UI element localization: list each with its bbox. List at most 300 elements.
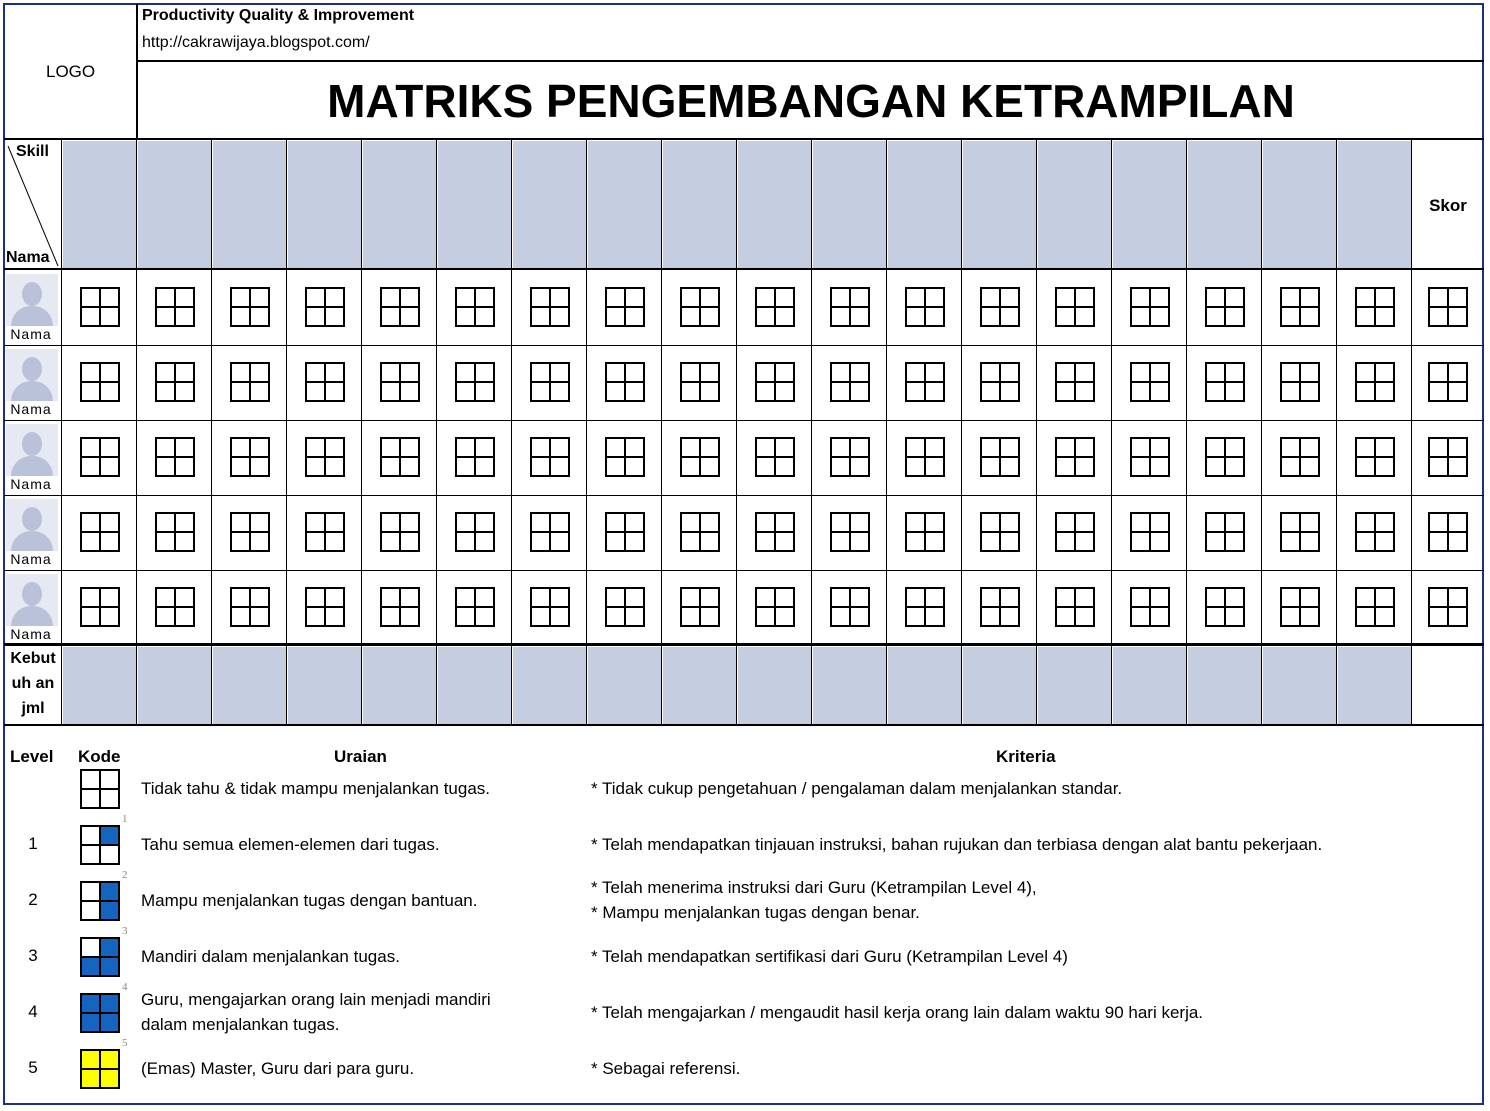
skill-level-box[interactable] (305, 287, 345, 327)
skill-level-box[interactable] (230, 587, 270, 627)
skill-level-box[interactable] (230, 512, 270, 552)
box-horizontal-divider (1282, 381, 1318, 383)
skill-header-cell[interactable] (363, 141, 437, 268)
box-horizontal-divider (907, 531, 943, 533)
person-head (22, 582, 42, 606)
skill-level-box[interactable] (1055, 287, 1095, 327)
skill-column-divider (1186, 140, 1187, 725)
skill-level-box[interactable] (1130, 587, 1170, 627)
skill-level-box[interactable] (530, 287, 570, 327)
skill-header-cell[interactable] (1188, 141, 1262, 268)
box-horizontal-divider (1207, 606, 1243, 608)
skill-level-box[interactable] (1355, 287, 1395, 327)
skill-level-box[interactable] (605, 512, 645, 552)
score-level-box[interactable] (1428, 287, 1468, 327)
skill-header-cell[interactable] (1263, 141, 1337, 268)
skill-level-box[interactable] (530, 362, 570, 402)
box-horizontal-divider (1357, 606, 1393, 608)
skill-level-box[interactable] (530, 437, 570, 477)
skill-level-box[interactable] (230, 362, 270, 402)
box-horizontal-divider (232, 381, 268, 383)
person-head (22, 432, 42, 456)
skill-level-box[interactable] (155, 287, 195, 327)
level-description: (Emas) Master, Guru dari para guru. (141, 1059, 415, 1078)
level-criteria: * Sebagai referensi. (591, 1059, 741, 1078)
box-horizontal-divider (757, 381, 793, 383)
skill-level-box[interactable] (680, 362, 720, 402)
skill-column-divider (586, 140, 587, 725)
skill-level-box[interactable] (1205, 437, 1245, 477)
box-horizontal-divider (757, 306, 793, 308)
level-tag: 3 (122, 925, 128, 937)
skill-level-box[interactable] (755, 512, 795, 552)
box-horizontal-divider (1357, 306, 1393, 308)
score-level-box[interactable] (1428, 362, 1468, 402)
skill-level-box[interactable] (1280, 287, 1320, 327)
company-name: Productivity Quality & Improvement (142, 7, 415, 24)
person-head (22, 357, 42, 381)
level-criteria: * Telah mengajarkan / mengaudit hasil kerja orang lain dalam waktu 90 hari kerja. (591, 1003, 1204, 1022)
box-horizontal-divider (1430, 381, 1466, 383)
box-horizontal-divider (1057, 531, 1093, 533)
box-horizontal-divider (757, 531, 793, 533)
need-total-cell[interactable] (288, 647, 362, 724)
skill-level-box[interactable] (1280, 437, 1320, 477)
need-label-line-2: uh an (11, 675, 55, 692)
company-url[interactable]: http://cakrawijaya.blogspot.com/ (142, 34, 370, 51)
box-horizontal-divider (157, 456, 193, 458)
skill-level-box[interactable] (1130, 437, 1170, 477)
level-code-box (80, 937, 120, 977)
skill-level-box[interactable] (80, 512, 120, 552)
skill-level-box[interactable] (230, 437, 270, 477)
skill-level-box[interactable] (305, 512, 345, 552)
skill-header-cell[interactable] (888, 141, 962, 268)
person-head (22, 507, 42, 531)
skill-level-box[interactable] (1055, 587, 1095, 627)
skill-level-box[interactable] (680, 512, 720, 552)
skill-level-box[interactable] (1355, 437, 1395, 477)
skill-level-box[interactable] (305, 362, 345, 402)
level-description: Mandiri dalam menjalankan tugas. (141, 947, 400, 966)
box-horizontal-divider (1057, 306, 1093, 308)
skill-level-box[interactable] (1055, 512, 1095, 552)
need-total-cell[interactable] (888, 647, 962, 724)
box-horizontal-divider (232, 531, 268, 533)
skill-level-box[interactable] (1280, 587, 1320, 627)
skill-level-box[interactable] (155, 437, 195, 477)
need-total-cell[interactable] (813, 647, 887, 724)
skill-header-cell[interactable] (738, 141, 812, 268)
need-total-cell[interactable] (438, 647, 512, 724)
box-horizontal-divider (907, 381, 943, 383)
box-horizontal-divider (907, 456, 943, 458)
filled-quadrant (100, 995, 118, 1013)
need-total-cell[interactable] (363, 647, 437, 724)
skill-column-divider (1036, 140, 1037, 725)
need-label-line-1: Kebut (10, 650, 56, 667)
need-total-cell[interactable] (738, 647, 812, 724)
box-horizontal-divider (682, 531, 718, 533)
skill-column-divider (286, 140, 287, 725)
person-head (22, 282, 42, 306)
person-body (11, 456, 53, 476)
level-description: Tidak tahu & tidak mampu menjalankan tugas. (141, 779, 491, 798)
row-name[interactable]: Nama (10, 551, 52, 567)
skill-level-box[interactable] (380, 512, 420, 552)
filled-quadrant (100, 1013, 118, 1031)
box-horizontal-divider (832, 606, 868, 608)
skill-level-box[interactable] (605, 587, 645, 627)
need-total-cell[interactable] (1338, 647, 1412, 724)
box-horizontal-divider (832, 306, 868, 308)
box-horizontal-divider (1430, 306, 1466, 308)
box-horizontal-divider (607, 456, 643, 458)
filled-quadrant (100, 939, 118, 957)
skill-level-box[interactable] (680, 587, 720, 627)
box-horizontal-divider (1430, 456, 1466, 458)
legend-code-header: Kode (78, 747, 121, 766)
skill-level-box[interactable] (830, 362, 870, 402)
skill-level-box[interactable] (755, 437, 795, 477)
person-body (11, 306, 53, 326)
skill-column-divider (886, 140, 887, 725)
row-name[interactable]: Nama (10, 326, 52, 342)
skill-column-divider (1111, 140, 1112, 725)
logo-placeholder: LOGO (46, 62, 96, 81)
skill-header-cell[interactable] (438, 141, 512, 268)
skill-level-box[interactable] (305, 437, 345, 477)
score-level-box[interactable] (1428, 437, 1468, 477)
box-horizontal-divider (457, 306, 493, 308)
skill-column-divider (1336, 140, 1337, 725)
box-horizontal-divider (1207, 456, 1243, 458)
skill-axis-label: Skill (16, 143, 49, 160)
filled-quadrant (82, 1051, 100, 1069)
level-criteria: * Tidak cukup pengetahuan / pengalaman dalam menjalankan standar. (591, 779, 1123, 798)
skill-header-cell[interactable] (138, 141, 212, 268)
need-total-cell[interactable] (663, 647, 737, 724)
skill-level-box[interactable] (755, 362, 795, 402)
filled-quadrant (100, 1069, 118, 1087)
skill-level-box[interactable] (80, 587, 120, 627)
level-tag: 4 (122, 981, 128, 993)
skill-level-box[interactable] (1355, 512, 1395, 552)
person-body (11, 531, 53, 551)
level-number: 4 (28, 1002, 38, 1021)
person-placeholder-icon (6, 499, 58, 551)
level-tag: 2 (122, 869, 128, 881)
box-horizontal-divider (82, 956, 118, 958)
box-horizontal-divider (532, 456, 568, 458)
filled-quadrant (82, 1069, 100, 1087)
level-criteria: * Telah mendapatkan tinjauan instruksi, bahan rujukan dan terbiasa dengan alat bantu pekerjaan. (591, 835, 1323, 854)
legend-criteria-header: Kriteria (996, 747, 1056, 766)
skill-level-box[interactable] (1355, 587, 1395, 627)
skill-level-box[interactable] (155, 362, 195, 402)
level-description: Guru, mengajarkan orang lain menjadi mandiri (141, 990, 491, 1009)
box-horizontal-divider (1057, 606, 1093, 608)
box-horizontal-divider (832, 456, 868, 458)
header-bottom-border (4, 138, 1484, 140)
skill-level-box[interactable] (80, 437, 120, 477)
skill-level-box[interactable] (605, 287, 645, 327)
box-horizontal-divider (457, 531, 493, 533)
skill-level-box[interactable] (1055, 362, 1095, 402)
skill-header-cell[interactable] (1113, 141, 1187, 268)
skill-level-box[interactable] (830, 437, 870, 477)
skill-level-box[interactable] (830, 512, 870, 552)
skill-level-box[interactable] (1280, 512, 1320, 552)
skill-level-box[interactable] (605, 437, 645, 477)
skill-header-cell[interactable] (663, 141, 737, 268)
box-horizontal-divider (1132, 606, 1168, 608)
skill-level-box[interactable] (1205, 512, 1245, 552)
skill-header-cell[interactable] (288, 141, 362, 268)
filled-quadrant (82, 957, 100, 975)
skill-level-box[interactable] (605, 362, 645, 402)
box-horizontal-divider (82, 844, 118, 846)
row-divider (4, 570, 1484, 571)
skill-level-box[interactable] (80, 362, 120, 402)
matrix-bottom-border (4, 724, 1484, 726)
skill-level-box[interactable] (380, 362, 420, 402)
filled-quadrant (82, 1013, 100, 1031)
box-horizontal-divider (1132, 381, 1168, 383)
box-horizontal-divider (907, 606, 943, 608)
skill-level-box[interactable] (1130, 512, 1170, 552)
skill-header-cell[interactable] (1338, 141, 1412, 268)
score-level-box[interactable] (1428, 512, 1468, 552)
box-horizontal-divider (982, 381, 1018, 383)
skill-header-cell[interactable] (588, 141, 662, 268)
skill-level-box[interactable] (80, 287, 120, 327)
skill-level-box[interactable] (905, 362, 945, 402)
box-horizontal-divider (82, 606, 118, 608)
skill-header-cell[interactable] (513, 141, 587, 268)
box-horizontal-divider (682, 381, 718, 383)
level-number: 2 (28, 890, 38, 909)
box-horizontal-divider (382, 606, 418, 608)
level-criteria: * Telah mendapatkan sertifikasi dari Guru (Ketrampilan Level 4) (591, 947, 1068, 966)
skill-level-box[interactable] (455, 437, 495, 477)
skill-level-box[interactable] (455, 287, 495, 327)
box-horizontal-divider (607, 381, 643, 383)
box-horizontal-divider (82, 788, 118, 790)
skill-level-box[interactable] (530, 512, 570, 552)
box-horizontal-divider (82, 900, 118, 902)
box-horizontal-divider (232, 456, 268, 458)
skill-level-box[interactable] (980, 512, 1020, 552)
legend-description-header: Uraian (334, 747, 387, 766)
row-name[interactable]: Nama (10, 476, 52, 492)
box-horizontal-divider (1357, 531, 1393, 533)
skill-level-box[interactable] (530, 587, 570, 627)
need-total-cell[interactable] (1188, 647, 1262, 724)
level-number: 1 (28, 834, 38, 853)
level-description: Mampu menjalankan tugas dengan bantuan. (141, 891, 478, 910)
skill-level-box[interactable] (1205, 587, 1245, 627)
box-horizontal-divider (457, 456, 493, 458)
filled-quadrant (100, 883, 118, 901)
level-tag: 1 (122, 813, 128, 825)
box-horizontal-divider (532, 606, 568, 608)
box-horizontal-divider (982, 306, 1018, 308)
skill-level-box[interactable] (455, 512, 495, 552)
skill-level-box[interactable] (1130, 362, 1170, 402)
row-name[interactable]: Nama (10, 626, 52, 642)
level-description: Tahu semua elemen-elemen dari tugas. (141, 835, 440, 854)
box-horizontal-divider (457, 381, 493, 383)
need-total-cell[interactable] (63, 647, 137, 724)
box-horizontal-divider (307, 381, 343, 383)
level-number: 5 (28, 1058, 38, 1077)
skill-header-cell[interactable] (63, 141, 137, 268)
need-total-cell[interactable] (1113, 647, 1187, 724)
skill-level-box[interactable] (155, 587, 195, 627)
skill-level-box[interactable] (1280, 362, 1320, 402)
box-horizontal-divider (1357, 456, 1393, 458)
box-horizontal-divider (1282, 606, 1318, 608)
level-code-box (80, 825, 120, 865)
box-horizontal-divider (1430, 531, 1466, 533)
skill-level-box[interactable] (305, 587, 345, 627)
filled-quadrant (100, 1051, 118, 1069)
box-horizontal-divider (907, 306, 943, 308)
box-horizontal-divider (82, 1068, 118, 1070)
level-criteria: * Telah menerima instruksi dari Guru (Ketrampilan Level 4), (591, 878, 1037, 897)
skill-column-divider (736, 140, 737, 725)
skill-level-box[interactable] (380, 587, 420, 627)
skill-level-box[interactable] (380, 437, 420, 477)
box-horizontal-divider (607, 606, 643, 608)
box-horizontal-divider (757, 606, 793, 608)
need-total-cell[interactable] (213, 647, 287, 724)
score-column-header: Skor (1429, 196, 1467, 215)
matrix-header-border (4, 268, 1484, 270)
skill-level-box[interactable] (455, 587, 495, 627)
box-horizontal-divider (532, 531, 568, 533)
need-label-line-3: jml (21, 700, 45, 717)
skill-level-box[interactable] (980, 437, 1020, 477)
filled-quadrant (100, 827, 118, 845)
box-horizontal-divider (457, 606, 493, 608)
skill-header-cell[interactable] (213, 141, 287, 268)
box-horizontal-divider (82, 531, 118, 533)
skill-level-box[interactable] (155, 512, 195, 552)
skill-level-box[interactable] (980, 587, 1020, 627)
need-total-cell[interactable] (1263, 647, 1337, 724)
skill-level-box[interactable] (980, 287, 1020, 327)
skill-level-box[interactable] (1205, 362, 1245, 402)
skill-header-cell[interactable] (813, 141, 887, 268)
box-horizontal-divider (382, 381, 418, 383)
box-horizontal-divider (157, 531, 193, 533)
box-horizontal-divider (982, 456, 1018, 458)
score-level-box[interactable] (1428, 587, 1468, 627)
row-name[interactable]: Nama (10, 401, 52, 417)
box-horizontal-divider (82, 456, 118, 458)
box-horizontal-divider (1132, 306, 1168, 308)
name-axis-label: Nama (6, 249, 50, 266)
box-horizontal-divider (1057, 456, 1093, 458)
filled-quadrant (100, 957, 118, 975)
box-horizontal-divider (82, 306, 118, 308)
skill-level-box[interactable] (905, 437, 945, 477)
box-horizontal-divider (307, 306, 343, 308)
person-placeholder-icon (6, 274, 58, 326)
skill-level-box[interactable] (1205, 287, 1245, 327)
box-horizontal-divider (382, 531, 418, 533)
filled-quadrant (100, 901, 118, 919)
skill-level-box[interactable] (230, 287, 270, 327)
skill-column-divider (961, 140, 962, 725)
level-tag: 5 (122, 1037, 128, 1049)
need-total-cell[interactable] (138, 647, 212, 724)
skill-header-cell[interactable] (1038, 141, 1112, 268)
skill-level-box[interactable] (1055, 437, 1095, 477)
skill-column-divider (436, 140, 437, 725)
row-divider (4, 345, 1484, 346)
box-horizontal-divider (232, 306, 268, 308)
skill-level-box[interactable] (905, 587, 945, 627)
skill-level-box[interactable] (680, 437, 720, 477)
need-total-cell[interactable] (588, 647, 662, 724)
skill-level-box[interactable] (755, 587, 795, 627)
skill-column-divider (1411, 140, 1412, 725)
box-horizontal-divider (232, 606, 268, 608)
need-total-cell[interactable] (513, 647, 587, 724)
box-horizontal-divider (307, 456, 343, 458)
box-horizontal-divider (307, 531, 343, 533)
level-code-box (80, 993, 120, 1033)
skill-level-box[interactable] (455, 362, 495, 402)
person-placeholder-icon (6, 424, 58, 476)
box-horizontal-divider (82, 1012, 118, 1014)
box-horizontal-divider (1132, 531, 1168, 533)
skill-level-box[interactable] (905, 287, 945, 327)
skill-column-divider (136, 140, 137, 725)
skill-level-box[interactable] (755, 287, 795, 327)
level-description: dalam menjalankan tugas. (141, 1015, 340, 1034)
box-horizontal-divider (1430, 606, 1466, 608)
box-horizontal-divider (532, 306, 568, 308)
need-total-cell[interactable] (963, 647, 1037, 724)
skill-level-box[interactable] (830, 587, 870, 627)
box-horizontal-divider (757, 456, 793, 458)
skill-level-box[interactable] (980, 362, 1020, 402)
box-horizontal-divider (682, 606, 718, 608)
box-horizontal-divider (82, 381, 118, 383)
skill-level-box[interactable] (830, 287, 870, 327)
person-body (11, 606, 53, 626)
skill-level-box[interactable] (905, 512, 945, 552)
need-total-cell[interactable] (1038, 647, 1112, 724)
skill-level-box[interactable] (680, 287, 720, 327)
box-horizontal-divider (382, 456, 418, 458)
skill-level-box[interactable] (380, 287, 420, 327)
box-horizontal-divider (682, 456, 718, 458)
skill-header-cell[interactable] (963, 141, 1037, 268)
person-placeholder-icon (6, 574, 58, 626)
skill-level-box[interactable] (1130, 287, 1170, 327)
skill-column-divider (1261, 140, 1262, 725)
skill-level-box[interactable] (1355, 362, 1395, 402)
box-horizontal-divider (1132, 456, 1168, 458)
name-column-divider (61, 140, 62, 725)
box-horizontal-divider (982, 606, 1018, 608)
box-horizontal-divider (1207, 531, 1243, 533)
